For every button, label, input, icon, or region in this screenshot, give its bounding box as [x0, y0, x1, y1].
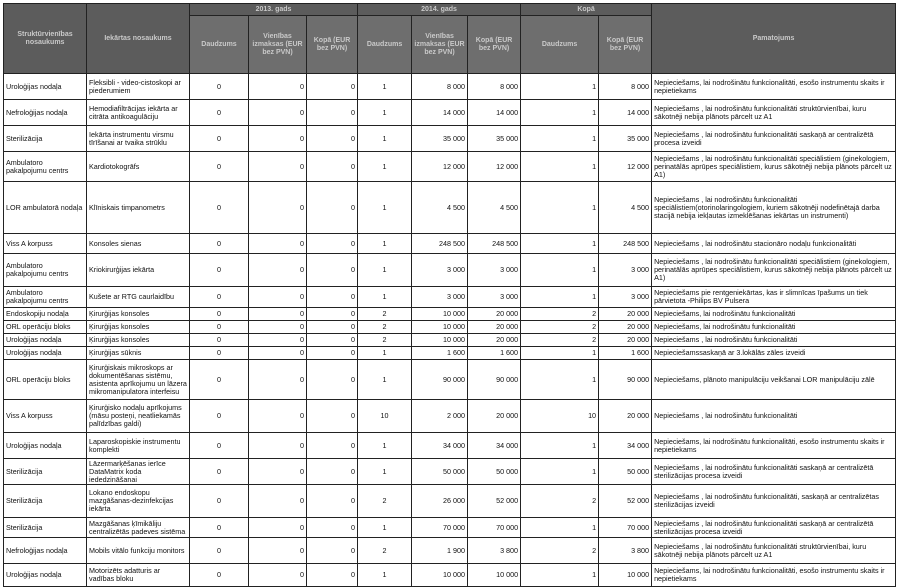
justification-cell: Nepieciešams , lai nodrošinātu funkcionalitāti saskaņā ar centralizētā sterilizācijas procesa izveidi [652, 518, 896, 538]
justification-cell: Nepieciešams , lai nodrošinātu funkcionalitāti saskaņā ar centralizētā procesa izveidi [652, 126, 896, 152]
col-dept-header: Struktūrvienības nosaukums [4, 4, 87, 74]
col-unit-2014-header: Vienības izmaksas (EUR bez PVN) [412, 16, 468, 74]
total-total-cell: 3 000 [599, 287, 652, 308]
total-2013-cell: 0 [307, 433, 358, 459]
col-unit-2013-header: Vienības izmaksas (EUR bez PVN) [249, 16, 307, 74]
unit-2014-cell: 1 900 [412, 538, 468, 564]
table-row [4, 182, 896, 234]
dept-cell: ORL operāciju bloks [4, 321, 87, 334]
qty-total-cell: 1 [521, 287, 599, 308]
qty-total-cell: 10 [521, 400, 599, 433]
unit-2014-cell: 35 000 [412, 126, 468, 152]
table-row [4, 433, 896, 459]
qty-total-cell: 2 [521, 485, 599, 518]
total-total-cell: 20 000 [599, 308, 652, 321]
item-cell: Kriokirurģijas iekārta [87, 254, 190, 287]
total-2014-cell: 52 000 [468, 485, 521, 518]
qty-2013-cell: 0 [190, 234, 249, 254]
table-row [4, 100, 896, 126]
table-row [4, 347, 896, 360]
qty-2013-cell: 0 [190, 459, 249, 485]
unit-2013-cell: 0 [249, 100, 307, 126]
table-row [4, 400, 896, 433]
total-total-cell: 50 000 [599, 459, 652, 485]
qty-2014-cell: 2 [358, 538, 412, 564]
col-total-2014-header: Kopā (EUR bez PVN) [468, 16, 521, 74]
qty-2014-cell: 1 [358, 433, 412, 459]
dept-cell: Uroloģijas nodaļa [4, 74, 87, 100]
qty-2013-cell: 0 [190, 433, 249, 459]
item-cell: Hemodiafiltrācijas iekārta ar citrāta antikoagulāciju [87, 100, 190, 126]
dept-cell: Uroloģijas nodaļa [4, 347, 87, 360]
total-2013-cell: 0 [307, 100, 358, 126]
qty-2014-cell: 2 [358, 334, 412, 347]
qty-2014-cell: 1 [358, 518, 412, 538]
unit-2013-cell: 0 [249, 308, 307, 321]
item-cell: Laparoskopiskie instrumentu komplekti [87, 433, 190, 459]
total-2014-cell: 3 800 [468, 538, 521, 564]
table-body [4, 74, 896, 587]
total-2014-cell: 35 000 [468, 126, 521, 152]
unit-2013-cell: 0 [249, 321, 307, 334]
table-row [4, 360, 896, 400]
unit-2014-cell: 10 000 [412, 334, 468, 347]
equipment-table [3, 3, 896, 587]
total-total-cell: 3 800 [599, 538, 652, 564]
unit-2013-cell: 0 [249, 360, 307, 400]
total-2014-cell: 70 000 [468, 518, 521, 538]
qty-2013-cell: 0 [190, 485, 249, 518]
unit-2013-cell: 0 [249, 433, 307, 459]
table-row [4, 485, 896, 518]
total-total-cell: 35 000 [599, 126, 652, 152]
unit-2013-cell: 0 [249, 485, 307, 518]
total-2014-cell: 50 000 [468, 459, 521, 485]
group-2013-header: 2013. gads [190, 4, 358, 16]
total-2014-cell: 90 000 [468, 360, 521, 400]
col-justification-header: Pamatojums [652, 4, 896, 74]
qty-2014-cell: 1 [358, 360, 412, 400]
unit-2014-cell: 10 000 [412, 308, 468, 321]
total-2014-cell: 248 500 [468, 234, 521, 254]
unit-2013-cell: 0 [249, 152, 307, 182]
col-qty-total-header: Daudzums [521, 16, 599, 74]
qty-total-cell: 1 [521, 74, 599, 100]
unit-2014-cell: 70 000 [412, 518, 468, 538]
justification-cell: Nepieciešams , lai nodrošinātu funkcionalitāti speciālistiem (ginekologiem, perinatālās aprūpes speciālistiem, kurus sākotnēji nebija plānots pārcelt uz A1) [652, 152, 896, 182]
justification-cell: Nepieciešams, lai nodrošinātu funkcionalitāti [652, 321, 896, 334]
qty-2013-cell: 0 [190, 518, 249, 538]
qty-total-cell: 1 [521, 100, 599, 126]
unit-2014-cell: 10 000 [412, 564, 468, 587]
justification-cell: Nepieciešams , lai nodrošinātu funkcionalitāti speciālistiem (ginekologiem, perinatālās aprūpes speciālistiem, kurus sākotnēji nebija plānots pārcelt uz A1) [652, 254, 896, 287]
total-2013-cell: 0 [307, 459, 358, 485]
unit-2014-cell: 248 500 [412, 234, 468, 254]
total-total-cell: 4 500 [599, 182, 652, 234]
dept-cell: Uroloģijas nodaļa [4, 334, 87, 347]
qty-total-cell: 1 [521, 152, 599, 182]
col-item-header: Iekārtas nosaukums [87, 4, 190, 74]
item-cell: Konsoles sienas [87, 234, 190, 254]
total-2014-cell: 20 000 [468, 321, 521, 334]
total-total-cell: 3 000 [599, 254, 652, 287]
unit-2013-cell: 0 [249, 74, 307, 100]
justification-cell: Nepieciešams , lai nodrošinātu funkcionalitāti struktūrvienībai, kuru sākotnēji nebija plānots pārcelt uz A1 [652, 538, 896, 564]
qty-2014-cell: 1 [358, 234, 412, 254]
total-2014-cell: 20 000 [468, 334, 521, 347]
total-2014-cell: 34 000 [468, 433, 521, 459]
unit-2013-cell: 0 [249, 234, 307, 254]
header-group-row [4, 4, 896, 16]
unit-2014-cell: 4 500 [412, 182, 468, 234]
group-total-header: Kopā [521, 4, 652, 16]
justification-cell: Nepieciešams , lai nodrošinātu funkcionalitāti [652, 334, 896, 347]
table-row [4, 74, 896, 100]
qty-2014-cell: 1 [358, 182, 412, 234]
total-2013-cell: 0 [307, 74, 358, 100]
total-total-cell: 20 000 [599, 400, 652, 433]
total-2013-cell: 0 [307, 321, 358, 334]
total-2014-cell: 3 000 [468, 254, 521, 287]
qty-2013-cell: 0 [190, 287, 249, 308]
total-2014-cell: 3 000 [468, 287, 521, 308]
qty-2013-cell: 0 [190, 400, 249, 433]
item-cell: Lāzermarķēšanas ierīce DataMatrix koda iededzināšanai [87, 459, 190, 485]
total-2014-cell: 20 000 [468, 308, 521, 321]
qty-total-cell: 2 [521, 538, 599, 564]
unit-2014-cell: 90 000 [412, 360, 468, 400]
qty-2014-cell: 1 [358, 74, 412, 100]
unit-2014-cell: 3 000 [412, 287, 468, 308]
justification-cell: Nepieciešams , lai nodrošinātu funkcionalitāti, saskaņā ar centralizētas sterilizācijas izveidi [652, 485, 896, 518]
dept-cell: Ambulatoro pakalpojumu centrs [4, 287, 87, 308]
qty-total-cell: 1 [521, 254, 599, 287]
total-2013-cell: 0 [307, 152, 358, 182]
total-2013-cell: 0 [307, 518, 358, 538]
dept-cell: Viss A korpuss [4, 400, 87, 433]
item-cell: Iekārta instrumentu virsmu tīrīšanai ar tvaika strūklu [87, 126, 190, 152]
total-total-cell: 20 000 [599, 334, 652, 347]
dept-cell: Nefroloģijas nodaļa [4, 100, 87, 126]
item-cell: Mobils vitālo funkciju monitors [87, 538, 190, 564]
qty-2013-cell: 0 [190, 254, 249, 287]
dept-cell: Ambulatoro pakalpojumu centrs [4, 152, 87, 182]
qty-2014-cell: 1 [358, 152, 412, 182]
qty-total-cell: 2 [521, 321, 599, 334]
total-2013-cell: 0 [307, 485, 358, 518]
justification-cell: Nepieciešams, lai nodrošinātu funkcionalitāti, esošo instrumentu skaits ir nepietiekams [652, 433, 896, 459]
qty-2013-cell: 0 [190, 308, 249, 321]
unit-2013-cell: 0 [249, 347, 307, 360]
justification-cell: Nepieciešamssaskaņā ar 3.lokālās zāles izveidi [652, 347, 896, 360]
col-total-2013-header: Kopā (EUR bez PVN) [307, 16, 358, 74]
justification-cell: Nepieciešams , lai nodrošinātu funkcionalitāti saskaņā ar centralizētā sterilizācijas procesa izveidi [652, 459, 896, 485]
unit-2013-cell: 0 [249, 182, 307, 234]
col-qty-2014-header: Daudzums [358, 16, 412, 74]
item-cell: Motorizēts adatturis ar vadības bloku [87, 564, 190, 587]
qty-total-cell: 2 [521, 334, 599, 347]
unit-2013-cell: 0 [249, 287, 307, 308]
qty-2013-cell: 0 [190, 100, 249, 126]
total-2013-cell: 0 [307, 182, 358, 234]
qty-2013-cell: 0 [190, 538, 249, 564]
qty-2014-cell: 1 [358, 459, 412, 485]
qty-2013-cell: 0 [190, 360, 249, 400]
dept-cell: Uroloģijas nodaļa [4, 433, 87, 459]
item-cell: Ķirurģijas konsoles [87, 321, 190, 334]
col-total-total-header: Kopā (EUR bez PVN) [599, 16, 652, 74]
qty-total-cell: 1 [521, 564, 599, 587]
total-total-cell: 34 000 [599, 433, 652, 459]
total-2014-cell: 12 000 [468, 152, 521, 182]
item-cell: Fleksibli - video-cistoskopi ar piederumiem [87, 74, 190, 100]
qty-total-cell: 1 [521, 347, 599, 360]
qty-2013-cell: 0 [190, 321, 249, 334]
unit-2013-cell: 0 [249, 564, 307, 587]
col-qty-2013-header: Daudzums [190, 16, 249, 74]
qty-2013-cell: 0 [190, 152, 249, 182]
table-row [4, 538, 896, 564]
unit-2014-cell: 12 000 [412, 152, 468, 182]
unit-2013-cell: 0 [249, 538, 307, 564]
table-row [4, 126, 896, 152]
dept-cell: Nefroloģijas nodaļa [4, 538, 87, 564]
qty-2014-cell: 1 [358, 254, 412, 287]
group-2014-header: 2014. gads [358, 4, 521, 16]
justification-cell: Nepieciešams, lai nodrošinātu funkcionalitāti [652, 308, 896, 321]
qty-2013-cell: 0 [190, 564, 249, 587]
total-total-cell: 70 000 [599, 518, 652, 538]
total-2013-cell: 0 [307, 347, 358, 360]
qty-2014-cell: 1 [358, 126, 412, 152]
unit-2014-cell: 1 600 [412, 347, 468, 360]
item-cell: Ķirurģijas konsoles [87, 308, 190, 321]
item-cell: Ķirurģijas sūknis [87, 347, 190, 360]
qty-2014-cell: 1 [358, 564, 412, 587]
total-2013-cell: 0 [307, 287, 358, 308]
table-row [4, 518, 896, 538]
qty-total-cell: 1 [521, 459, 599, 485]
table-row [4, 321, 896, 334]
unit-2014-cell: 10 000 [412, 321, 468, 334]
total-2013-cell: 0 [307, 254, 358, 287]
unit-2014-cell: 2 000 [412, 400, 468, 433]
qty-2014-cell: 2 [358, 308, 412, 321]
total-2013-cell: 0 [307, 564, 358, 587]
qty-2013-cell: 0 [190, 334, 249, 347]
justification-cell: Nepieciešams pie rentgeniekārtas, kas ir slimnīcas īpašums un tiek pārvietota -Philips BV Pulsera [652, 287, 896, 308]
qty-2014-cell: 1 [358, 347, 412, 360]
unit-2013-cell: 0 [249, 126, 307, 152]
qty-2013-cell: 0 [190, 182, 249, 234]
total-total-cell: 90 000 [599, 360, 652, 400]
qty-2014-cell: 1 [358, 100, 412, 126]
qty-total-cell: 2 [521, 308, 599, 321]
qty-total-cell: 1 [521, 182, 599, 234]
dept-cell: LOR ambulatorā nodaļa [4, 182, 87, 234]
justification-cell: Nepieciešams, lai nodrošinātu funkcionalitāti, esošo instrumentu skaits ir nepietiekams [652, 564, 896, 587]
item-cell: Lokano endoskopu mazgāšanas-dezinfekcijas iekārta [87, 485, 190, 518]
total-2014-cell: 1 600 [468, 347, 521, 360]
total-2014-cell: 10 000 [468, 564, 521, 587]
dept-cell: Endoskopiju nodaļa [4, 308, 87, 321]
total-2014-cell: 4 500 [468, 182, 521, 234]
dept-cell: Ambulatoro pakalpojumu centrs [4, 254, 87, 287]
unit-2013-cell: 0 [249, 518, 307, 538]
unit-2013-cell: 0 [249, 334, 307, 347]
qty-total-cell: 1 [521, 433, 599, 459]
total-total-cell: 20 000 [599, 321, 652, 334]
unit-2014-cell: 14 000 [412, 100, 468, 126]
table-row [4, 254, 896, 287]
total-total-cell: 52 000 [599, 485, 652, 518]
dept-cell: Sterilizācija [4, 126, 87, 152]
dept-cell: ORL operāciju bloks [4, 360, 87, 400]
table-row [4, 287, 896, 308]
dept-cell: Sterilizācija [4, 518, 87, 538]
qty-2013-cell: 0 [190, 74, 249, 100]
total-2013-cell: 0 [307, 334, 358, 347]
total-2014-cell: 8 000 [468, 74, 521, 100]
qty-2013-cell: 0 [190, 347, 249, 360]
qty-total-cell: 1 [521, 360, 599, 400]
qty-total-cell: 1 [521, 518, 599, 538]
unit-2014-cell: 8 000 [412, 74, 468, 100]
qty-2014-cell: 10 [358, 400, 412, 433]
total-total-cell: 248 500 [599, 234, 652, 254]
total-2013-cell: 0 [307, 400, 358, 433]
table-row [4, 564, 896, 587]
unit-2013-cell: 0 [249, 459, 307, 485]
unit-2014-cell: 50 000 [412, 459, 468, 485]
table-row [4, 334, 896, 347]
dept-cell: Sterilizācija [4, 459, 87, 485]
total-total-cell: 10 000 [599, 564, 652, 587]
unit-2013-cell: 0 [249, 400, 307, 433]
total-2013-cell: 0 [307, 360, 358, 400]
unit-2014-cell: 34 000 [412, 433, 468, 459]
justification-cell: Nepieciešams , lai nodrošinātu funkcionalitāti speciālistiem(otorinolaringologiem, kuriem sākotnēji nodefinētajā darba stacijā nebija iekļautas izmeklēšanas iekārtas un instrumenti) [652, 182, 896, 234]
item-cell: Ķirurģisko nodaļu aprīkojums (māsu posteņi, neatliekamās palīdzības galdi) [87, 400, 190, 433]
justification-cell: Nepieciešams , lai nodrošinātu stacionāro nodaļu funkcionalitāti [652, 234, 896, 254]
total-2013-cell: 0 [307, 126, 358, 152]
table-row [4, 459, 896, 485]
qty-2014-cell: 2 [358, 485, 412, 518]
dept-cell: Viss A korpuss [4, 234, 87, 254]
qty-2014-cell: 1 [358, 287, 412, 308]
total-2013-cell: 0 [307, 538, 358, 564]
total-2014-cell: 20 000 [468, 400, 521, 433]
qty-2013-cell: 0 [190, 126, 249, 152]
table-row [4, 152, 896, 182]
justification-cell: Nepieciešams , lai nodrošinātu funkcionalitāti [652, 400, 896, 433]
item-cell: Kušete ar RTG caurlaidību [87, 287, 190, 308]
justification-cell: Nepieciešams , lai nodrošinātu funkcionalitāti struktūrvienībai, kuru sākotnēji nebija plānots pārcelt uz A1 [652, 100, 896, 126]
unit-2014-cell: 26 000 [412, 485, 468, 518]
unit-2014-cell: 3 000 [412, 254, 468, 287]
qty-total-cell: 1 [521, 126, 599, 152]
table-row [4, 234, 896, 254]
qty-total-cell: 1 [521, 234, 599, 254]
item-cell: Ķirurģiskais mikroskops ar dokumentēšanas sistēmu, asistenta aprīkojumu un lāzera mikromanipulatora interfeisu [87, 360, 190, 400]
dept-cell: Uroloģijas nodaļa [4, 564, 87, 587]
total-total-cell: 8 000 [599, 74, 652, 100]
total-2013-cell: 0 [307, 308, 358, 321]
total-2013-cell: 0 [307, 234, 358, 254]
unit-2013-cell: 0 [249, 254, 307, 287]
total-2014-cell: 14 000 [468, 100, 521, 126]
justification-cell: Nepieciešams, lai nodrošinātu funkcionalitāti, esošo instrumentu skaits ir nepietiekams [652, 74, 896, 100]
item-cell: Kardiotokogrāfs [87, 152, 190, 182]
item-cell: Ķirurģijas konsoles [87, 334, 190, 347]
qty-2014-cell: 2 [358, 321, 412, 334]
item-cell: Mazgāšanas ķīmikāliju centralizētās padeves sistēma [87, 518, 190, 538]
total-total-cell: 12 000 [599, 152, 652, 182]
total-total-cell: 14 000 [599, 100, 652, 126]
item-cell: Klīniskais timpanometrs [87, 182, 190, 234]
table-row [4, 308, 896, 321]
justification-cell: Nepieciešams, plānoto manipulāciju veikšanai LOR manipulāciju zālē [652, 360, 896, 400]
total-total-cell: 1 600 [599, 347, 652, 360]
dept-cell: Sterilizācija [4, 485, 87, 518]
